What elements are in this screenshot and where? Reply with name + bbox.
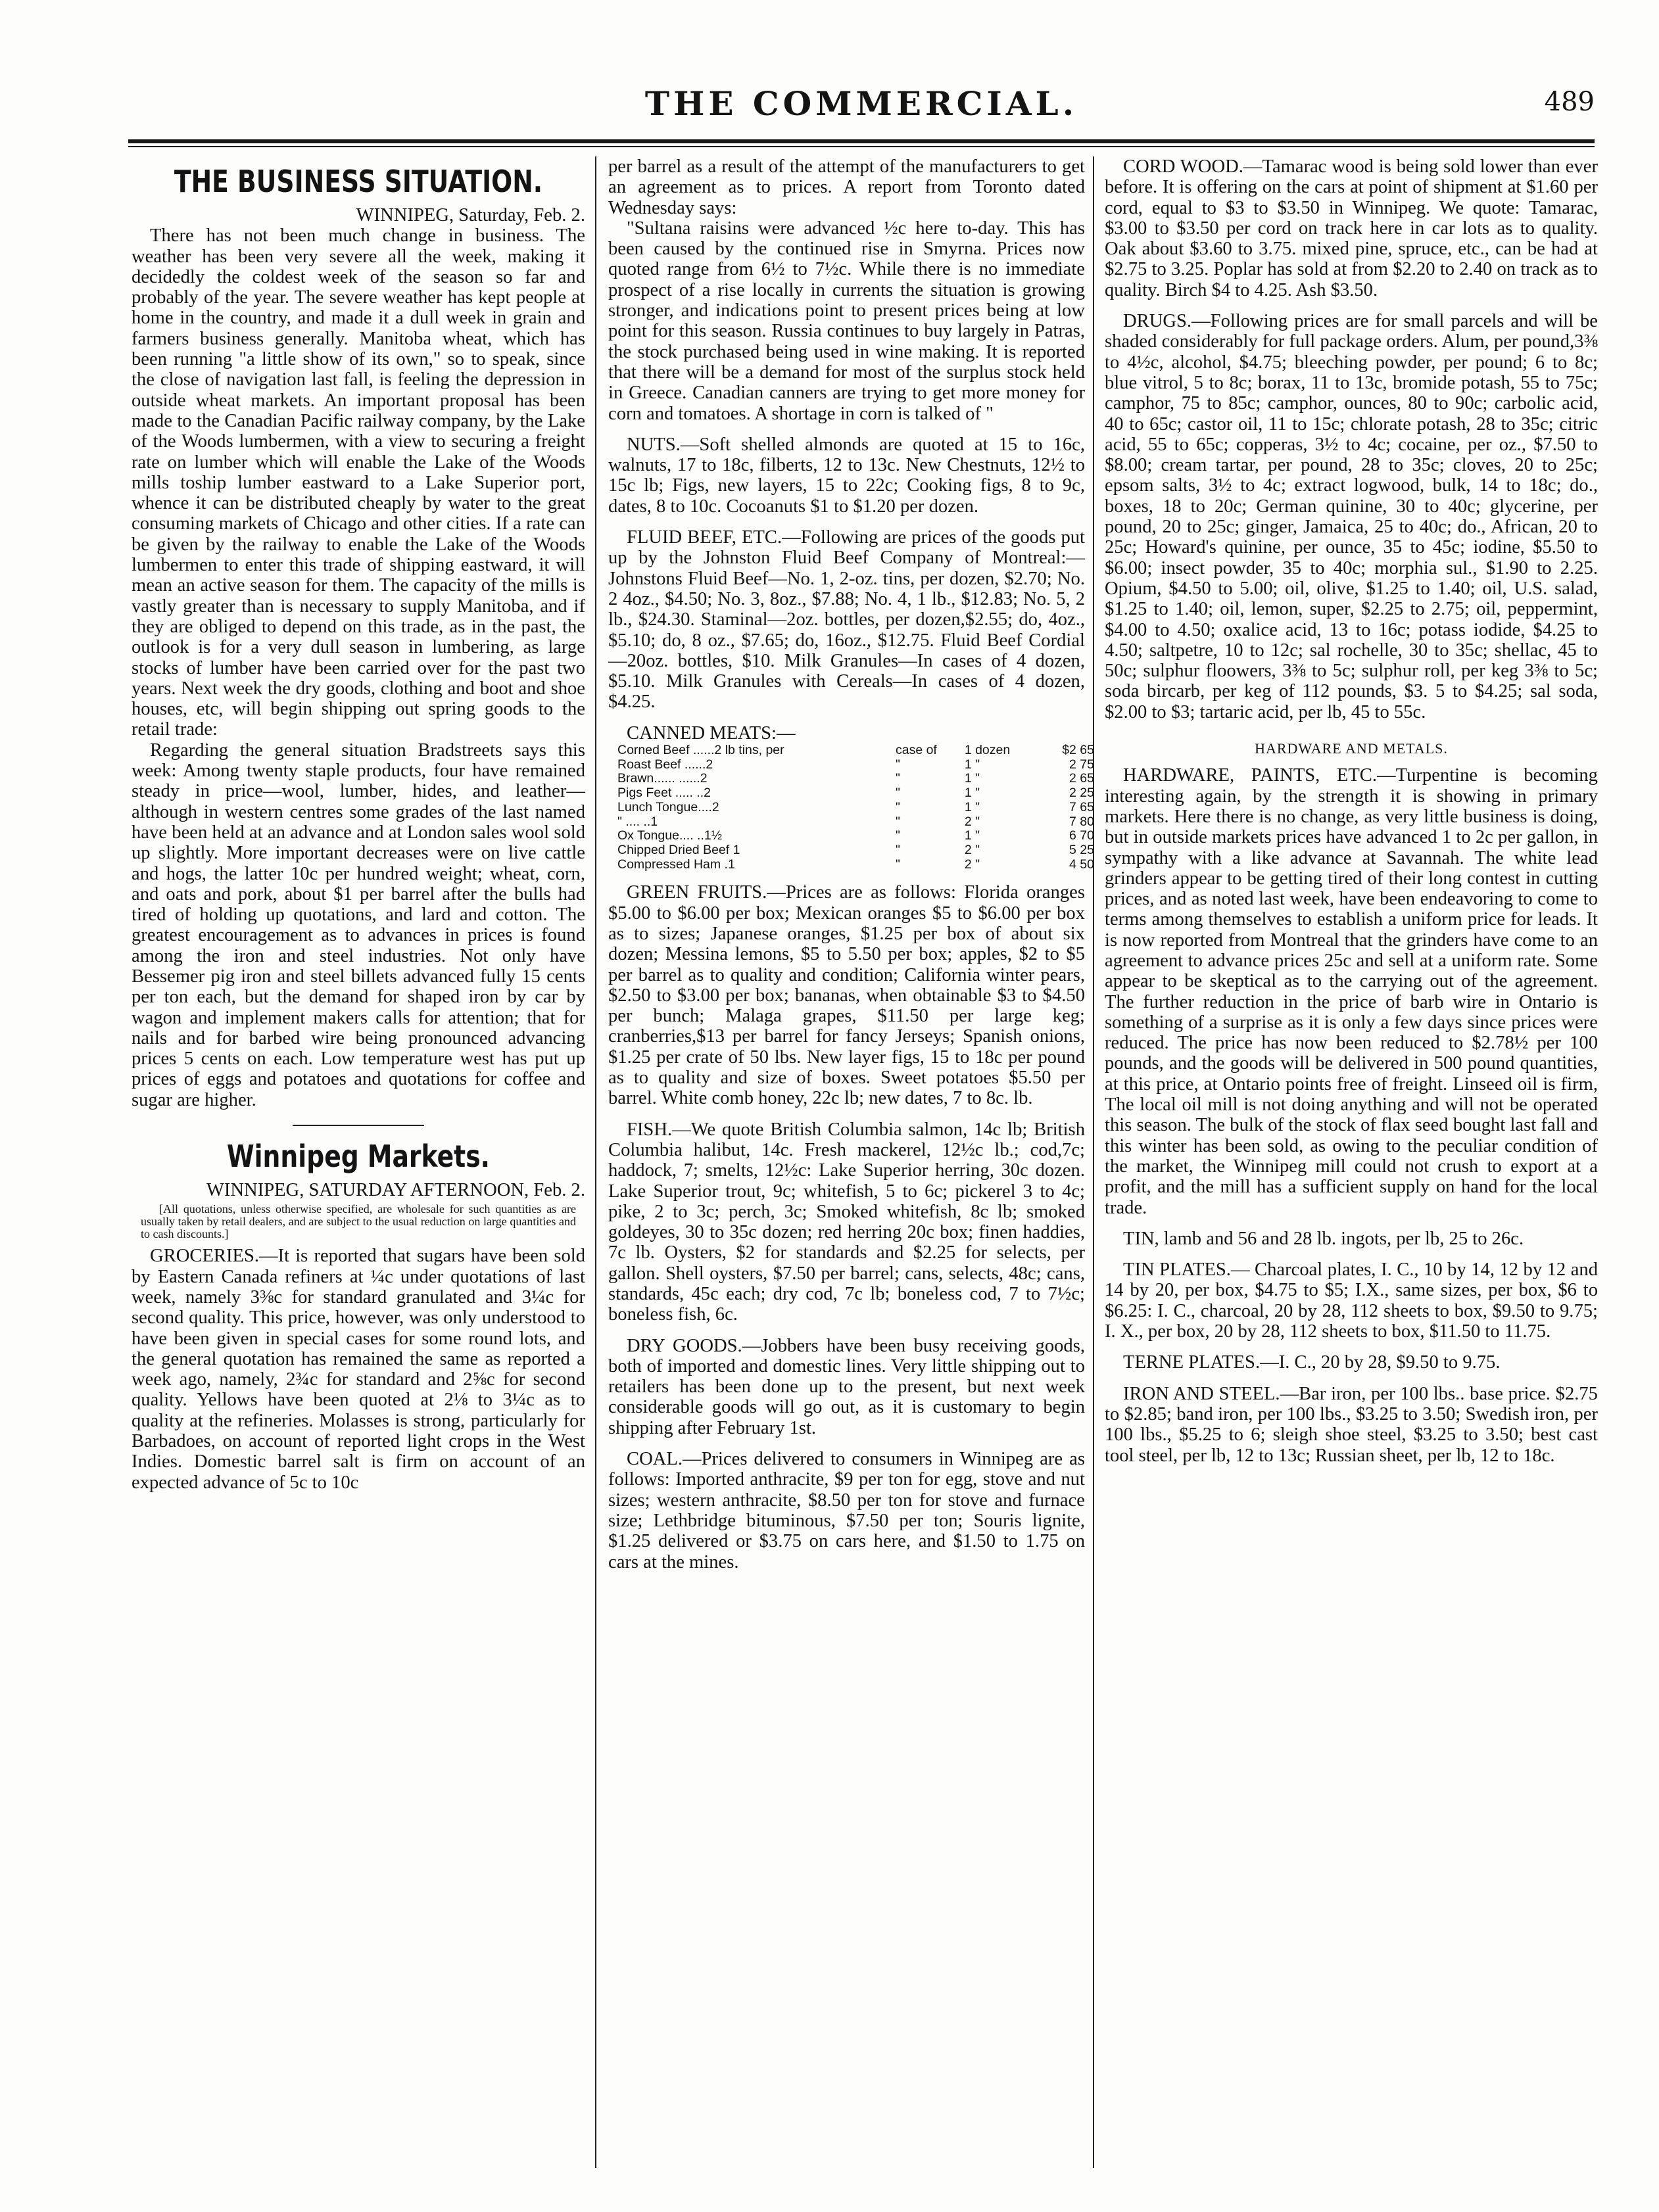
paragraph-dry-goods: [608, 1336, 1085, 1438]
table-cell: 1 ": [964, 799, 980, 814]
table-cell: " .... ..1: [617, 814, 658, 829]
table-row: [617, 743, 1094, 758]
paragraph-fish: [608, 1119, 1085, 1325]
item-text: —Following prices are for small parcels and will be shaded considerably for full package orders. Alum, per pound,3⅜ to 4½c, alcohol, $4.75; bleeching powder, per pound; 6 to 8c; blue vitrol, 5 to 8c; borax, 11 to 13c, bromide potash, 55 to 75c; camphor, 75 to 85c; camphor, ounces, 80 to 90c; carbolic acid, 40 to 65c; castor oil, 11 to 15c; chlorate potash, 28 to 35c; citric acid, 55 to 65c; copperas, 3½ to 4c; cocaine, per oz., $7.50 to $8.00; cream tartar, per pound, 28 to 35c; cloves, 20 to 25c; epsom salts, 3½ to 4c; extract logwood, bulk, 14 to 18c; do., boxes, 18 to 20c; German quinine, 30 to 40c; glycerine, per pound, 20 to 25c; ginger, Jamaica, 25 to 40c; do., African, 20 to 25c; Howard's quinine, per ounce, 35 to 45c; iodine, $5.50 to $6.00; insect powder, 35 to 40c; morphia sul., $1.90 to 2.25. Opium, $4.50 to 5.00; oil, olive, $1.25 to 1.40; oil, U.S. salad, $1.25 to 1.40; oil, lemon, super, $2.25 to 2.75; oil, peppermint, $4.00 to 4.50; oxalice acid, 13 to 16c; potass iodide, $4.25 to 4.50; saltpetre, 10 to 12c; sal rochelle, 30 to 35c; shellac, 45 to 50c; sulphur floowers, 3⅜ to 5c; sulphur roll, per keg 3⅜ to 5c; soda bircarb, per keg of 112 pounds, $3. 5 to $4.25; sal soda, $2.00 to $3; tartaric acid, per lb, 45 to 55c.: [1105, 311, 1598, 722]
item-text: —Following are prices of the goods put up by the Johnston Fluid Beef Company of Montreal:—Johnstons Fluid Beef—No. 1, 2-oz. tins, per dozen, $2.70; No. 2 4oz., $4.50; No. 3, 8oz., $7.88; No. 4, 1 lb., $12.83; No. 5, 2 lb., $24.30. Staminal—2oz. bottles, per dozen,$2.55; do, 4oz., $5.10; do, 8 oz., $7.65; do, 16oz., $12.75. Fluid Beef Cordial—20oz. bottles, $10. Milk Granules—In cases of 4 dozen, $5.10. Milk Granules with Cereals—In cases of 4 dozen, $4.25.: [608, 527, 1085, 713]
column-divider: [595, 156, 596, 2168]
table-row: [617, 772, 1094, 786]
table-cell: ": [895, 828, 900, 843]
page-number: 489: [1544, 87, 1595, 117]
paragraph-tin-plates: [1105, 1259, 1598, 1342]
item-text: —Bar iron, per 100 lbs.. base price. $2.75 to $2.85; band iron, per 100 lbs., $3.25 to 3.50; Swedish iron, per 100 lbs., $5.25 to 6; sleigh shoe steel, $3.25 to 3.50; best cast tool steel, per lb, 12 to 13c; Russian sheet, per lb, 12 to 18c.: [1105, 1383, 1598, 1466]
masthead: [128, 79, 1595, 125]
table-row: [617, 758, 1094, 772]
paragraph: per barrel as a result of the attempt of the manufacturers to get an agreement as to prices. A report from Toronto dated Wednesday says:: [608, 156, 1085, 218]
paragraph-iron-steel: [1105, 1384, 1598, 1466]
paragraph-green-fruits: [608, 882, 1085, 1108]
paragraph-coal: [608, 1449, 1085, 1572]
table-cell: Chipped Dried Beef 1: [617, 842, 740, 857]
item-label: TERNE PLATES.: [1123, 1352, 1261, 1373]
table-cell: 6 70: [1069, 828, 1094, 843]
table-row: [617, 801, 1094, 815]
table-cell: Corned Beef ......2 lb tins, per: [617, 743, 784, 758]
item-label: COAL.: [627, 1449, 683, 1470]
header-rule-thin: [128, 146, 1595, 147]
item-text: —I. C., 20 by 28, $9.50 to 9.75.: [1260, 1352, 1501, 1373]
paragraph-nuts: [608, 435, 1085, 517]
item-text: —Prices delivered to consumers in Winnipeg are as follows: Imported anthracite, $9 per ton for egg, stove and nut sizes; western anthracite, $8.50 per ton for stove and furnace size; Lethbridge bituminous, $7.50 per ton; Souris lignite, $1.25 delivered or $3.75 on cars here, and $1.50 to 1.75 on cars at the mines.: [608, 1449, 1085, 1572]
table-cell: Compressed Ham .1: [617, 857, 735, 872]
table-cell: ": [895, 842, 900, 857]
item-text: — Charcoal plates, I. C., 10 by 14, 12 by 12 and 14 by 20, per box, $4.75 to $5; I.X., same sizes, per box, $6 to $6.25: I. C., charcoal, 20 by 28, 112 sheets to box, $9.50 to 9.75; I. X., per box, 20 by 28, 112 sheets to box, $11.50 to 11.75.: [1105, 1259, 1599, 1342]
table-cell: 7 80: [1069, 814, 1094, 829]
item-label: GROCERIES.: [150, 1246, 260, 1267]
table-cell: 5 25: [1069, 842, 1094, 857]
table-row: [617, 843, 1094, 858]
item-text: —Jobbers have been busy receiving goods, both of imported and domestic lines. Very little shipping out to retailers has been done up to the present, but next week considerable goods will go out, as it is customary to begin shipping after February 1st.: [608, 1335, 1086, 1438]
item-label: GREEN FRUITS.: [627, 882, 767, 903]
table-cell: ": [895, 814, 900, 829]
table-cell: 2 75: [1069, 757, 1094, 772]
item-text: —Tamarac wood is being sold lower than ever before. It is offering on the cars at point of shipment at $1.60 per cord, equal to $3 to $3.50 in Winnipeg. We quote: Tamarac, $3.00 to $3.50 per cord on track here in car lots as to quality. Oak about $3.60 to 3.75. mixed pine, spruce, etc., can be had at $2.75 to 3.25. Poplar has sold at from $2.20 to 2.40 on track as to quality. Birch $4 to 4.25. Ash $3.50.: [1105, 156, 1599, 300]
dateline: WINNIPEG, Saturday, Feb. 2.: [356, 205, 585, 225]
item-text: —Prices are as follows: Florida oranges $5.00 to $6.00 per box; Mexican oranges $5 to $6.00 per box as to sizes; Japanese oranges, $1.25 per box of about six dozen; Messina lemons, $5 to 5.50 per box; apples, $2 to $5 per barrel as to quality and condition; California winter pears, $2.50 to $3.00 per box; bananas, when obtainable $3 to $4.50 per bunch; Malaga grapes, $11.50 per large keg; cranberries,$13 per barrel for fancy Jerseys; Spanish onions, $1.25 per crate of 50 lbs. New layer figs, 15 to 18c per pound as to quality and size of boxes. Sweet potatoes $5.50 per barrel. White comb honey, 22c lb; new dates, 7 to 8c. lb.: [608, 882, 1085, 1109]
section-divider: [293, 1125, 424, 1126]
paragraph: Regarding the general situation Bradstreets says this week: Among twenty staple products, four have remained steady in price—wool, lumber, hides, and leather—although in western centres some grades of the last named have been held at an advance and at London sales wool sold up slightly. More important decreases were on live cattle and hogs, the latter 10c per hundred weight; wheat, corn, and oats and pork, about $1 per barrel after the bulls had tired of holding up quotations, and lard and cotton. The greatest encouragement as to advances in prices is found among the iron and steel industries. Not only have Bessemer pig iron and steel billets advanced fully 15 cents per ton each, but the demand for shaped iron by car by wagon and implement makers calls for attention; that for nails and for barbed wire being pronounced advancing prices 5 cents on each. Low temperature west has put up prices of eggs and potatoes and quotations for coffee and sugar are higher.: [132, 740, 585, 1110]
paragraph-hardware: [1105, 765, 1598, 1218]
paragraph-drugs: [1105, 311, 1598, 722]
item-label: IRON AND STEEL.: [1123, 1383, 1280, 1404]
table-cell: ": [895, 757, 900, 772]
paragraph-terne-plates: [1105, 1352, 1598, 1373]
item-label: DRY GOODS.: [627, 1335, 742, 1356]
table-cell: ": [895, 786, 900, 801]
table-row: [617, 815, 1094, 830]
table-cell: 2 ": [964, 814, 980, 829]
table-cell: 1 ": [964, 786, 980, 801]
table-row: [617, 829, 1094, 843]
table-cell: $2 65: [1062, 743, 1094, 758]
table-cell: 2 ": [964, 857, 980, 872]
item-text: —We quote British Columbia salmon, 14c lb; British Columbia halibut, 14c. Fresh mackerel, 12½c lb.; cod,7c; haddock, 7; smelts, 12½c: Lake Superior herring, 30c dozen. Lake Superior trout, 9c; whitefish, 5 to 6c; pickerel 3 to 4c; pike, 2 to 3c; perch, 3c; Smoked whitefish, 8c lb; smoked goldeyes, 30 to 35c dozen; red herring 20c box; finen haddies, 7c lb. Oysters, $2 for standards and $2.25 for selects, per gallon. Shell oysters, $7.50 per barrel; cans, selects, 48c; cans, standards, 45c each; dry cod, 7c lb; boneless cod, 7 to 7½c; boneless fish, 6c.: [608, 1119, 1085, 1325]
table-cell: 2 25: [1069, 786, 1094, 801]
table-cell: Lunch Tongue....2: [617, 799, 719, 814]
article-heading: Winnipeg Markets.: [227, 1139, 490, 1175]
item-label: NUTS.: [627, 434, 681, 455]
table-row: [617, 786, 1094, 801]
table-cell: Brawn...... ......2: [617, 771, 708, 786]
item-text: —Turpentine is becoming interesting again, by the strength it is showing in primary markets. Here there is no change, as very little business is doing, but in outside markets prices have advanced 1 to 2c per gallon, in sympathy with a like advance at Savannah. The white lead grinders appear to be getting tired of their long contest in cutting prices, and as noted last week, have been endeavoring to come to terms among themselves to establish a uniform price for leads. It is now reported from Montreal that the grinders have come to an agreement to advance prices 25c and sell at a uniform rate. Some appear to be skeptical as to the carrying out of the agreement. The further reduction in the price of barb wire in Ontario is something of a surprise as it is only a few days since prices were reduced. The price has now been reduced to $2.78½ per 100 pounds, and the goods will be delivered in 500 pound quantities, at this price, at Ontario points free of freight. Linseed oil is firm, The local oil mill is not doing anything and will not be operated this season. The bulk of the stock of flax seed bought last fall and this winter has been sold, as owing to the peculiar condition of the market, the Winnipeg mill could not crush to export at a profit, and the mill has a sufficient supply on hand for the local trade.: [1105, 765, 1598, 1218]
table-cell: 2 ": [964, 842, 980, 857]
table-cell: Ox Tongue.... ..1½: [617, 828, 722, 843]
dateline: WINNIPEG, SATURDAY AFTERNOON, Feb. 2.: [206, 1180, 585, 1201]
table-cell: 1 ": [964, 828, 980, 843]
item-text: —It is reported that sugars have been sold by Eastern Canada refiners at ¼c under quotations of last week, namely 3⅜c for standard granulated and 3¼c for second quality. This price, however, was only understood to have been given in special cases for some round lots, and the general quotation has remained the same as reported a week ago, namely, 2¾c for standard and 2⅝c for second quality. Yellows have been quoted at 2⅛ to 3¼c as to quality at the refineries. Molasses is strong, particularly for Barbadoes, on account of reported light crops in the West Indies. Domestic barrel salt is firm on account of an expected advance of 5c to 10c: [132, 1246, 585, 1493]
column-3: [1105, 156, 1598, 1466]
paragraph-groceries: [132, 1246, 585, 1493]
column-1: [132, 156, 585, 1493]
paragraph-cord-wood: [1105, 156, 1598, 300]
masthead-title: THE COMMERCIAL.: [644, 84, 1078, 123]
item-label: DRUGS.: [1123, 311, 1192, 332]
header-rule: [128, 139, 1595, 143]
table-cell: 4 50: [1069, 857, 1094, 872]
paragraph: There has not been much change in business. The weather has been very severe all the week, making it decidedly the coldest week of the season so far and probably of the year. The severe weather has kept people at home in the country, and made it a dull week in grain and farmers business generally. Manitoba wheat, which has been running "a little show of its own," so to speak, since the close of navigation last fall, is feeling the depression in outside wheat markets. An important proposal has been made to the Canadian Pacific railway company, by the Lake of the Woods lumbermen, with a view to securing a freight rate on lumber which will enable the Lake of the Woods mills toship lumber eastward to a Lake Superior port, whence it can be distributed cheaply by water to the great consuming markets of Chicago and other cities. If a rate can be given by the railway to enable the Lake of the Woods lumbermen to enter this trade of shipping eastward, it will mean an active season for them. The capacity of the mills is vastly greater than is necessary to supply Manitoba, and if they are obliged to depend on this trade, as in the past, the outlook is for a very dull season in lumbering, as large stocks of lumber have been carried over for the past two years. Next week the dry goods, clothing and boot and shoe houses, etc, will begin shipping out spring goods to the retail trade:: [132, 225, 585, 740]
paragraph-tin: TIN, lamb and 56 and 28 lb. ingots, per lb, 25 to 26c.: [1123, 1228, 1524, 1249]
table-cell: ": [895, 771, 900, 786]
canned-meats-table: [617, 743, 1094, 872]
article-heading: THE BUSINESS SITUATION.: [174, 164, 543, 199]
table-cell: ": [895, 857, 900, 872]
table-cell: 1 ": [964, 757, 980, 772]
quotation-note: [All quotations, unless otherwise specified, are wholesale for such quantities as are usually taken by retail dealers, and are subject to the usual reduction on large quantities and to cash discounts.]: [141, 1202, 576, 1241]
table-cell: 7 65: [1069, 799, 1094, 814]
section-heading: HARDWARE AND METALS.: [1255, 740, 1448, 757]
canned-meats-label: CANNED MEATS:—: [627, 722, 796, 743]
quoted-report: "Sultana raisins were advanced ½c here to-day. This has been caused by the continued rise in Smyrna. Prices now quoted range from 6½ to 7½c. While there is no immediate prospect of a rise locally in currents the situation is growing stronger, and indications point to present prices being at low point for this season. Russia continues to buy largely in Patras, the stock purchased being used in wine making. It is reported that there will be a demand for most of the surplus stock held in Greece. Canadian canners are trying to get more money for corn and tomatoes. A shortage in corn is talked of ": [608, 218, 1085, 424]
table-cell: 1 ": [964, 771, 980, 786]
item-label: FLUID BEEF, ETC.: [627, 527, 782, 548]
table-cell: 2 65: [1069, 771, 1094, 786]
item-text: —Soft shelled almonds are quoted at 15 to 16c, walnuts, 17 to 18c, filberts, 12 to 13c. New Chestnuts, 12½ to 15c lb; Figs, new layers, 15 to 22c; Cooking figs, 8 to 9c, dates, 8 to 10c. Cocoanuts $1 to $1.20 per dozen.: [608, 434, 1085, 517]
item-label: TIN PLATES.: [1123, 1259, 1231, 1281]
table-cell: Pigs Feet ..... ..2: [617, 786, 711, 801]
table-row: [617, 858, 1094, 872]
table-cell: Roast Beef ......2: [617, 757, 713, 772]
item-label: FISH.: [627, 1119, 673, 1140]
table-cell: ": [895, 799, 900, 814]
column-2: [608, 156, 1094, 1572]
item-label: HARDWARE, PAINTS, ETC.: [1123, 765, 1378, 786]
table-cell: 1 dozen: [964, 743, 1011, 758]
item-label: CORD WOOD.: [1123, 156, 1243, 177]
column-divider: [1093, 156, 1094, 2168]
table-cell: case of: [895, 743, 937, 758]
paragraph-fluid-beef: [608, 527, 1085, 713]
